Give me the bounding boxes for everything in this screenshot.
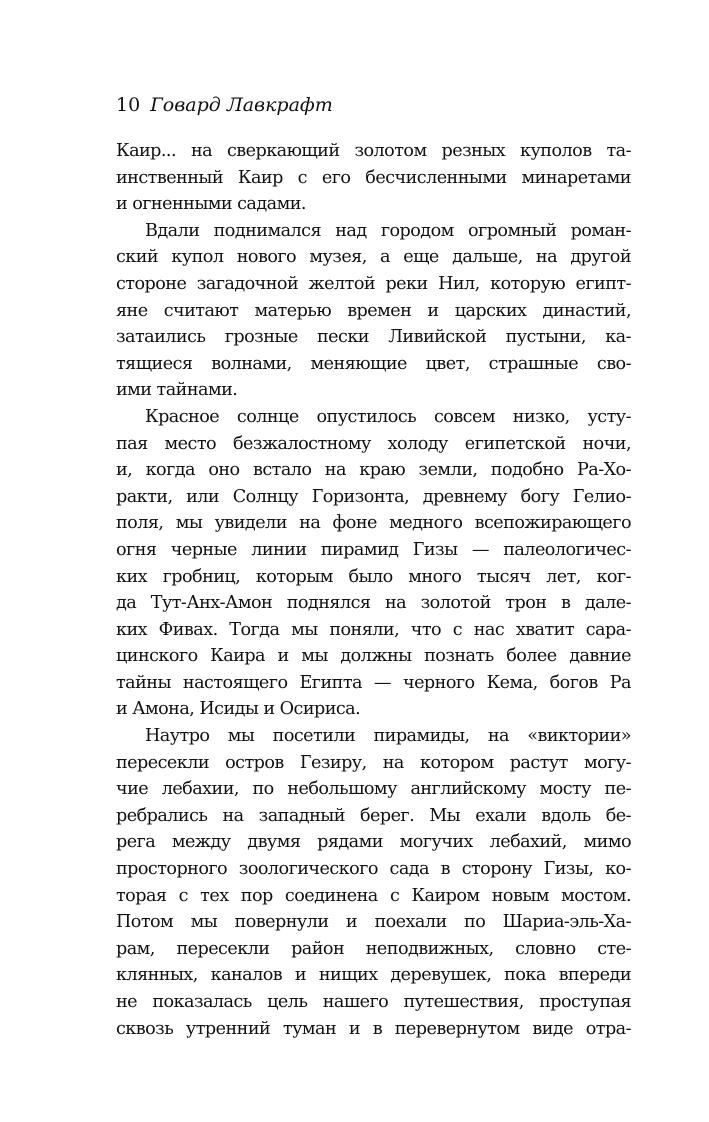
paragraph <box>116 404 631 723</box>
text-line: и Амона, Исиды и Осириса. <box>116 699 361 720</box>
text-line: пая место безжалостному холоду египетской ночи, <box>116 433 631 454</box>
text-line: рам, пересекли район неподвижных, словно сте- <box>116 938 631 959</box>
body-text <box>116 138 631 1042</box>
paragraph <box>116 723 631 1042</box>
paragraph <box>116 138 631 218</box>
text-line: инственный Каир с его бесчисленными минаретами <box>116 167 631 188</box>
running-head <box>116 91 333 119</box>
text-line: огня черные линии пирамид Гизы — палеологичес- <box>116 539 631 560</box>
author-name: Говард Лавкрафт <box>150 94 333 116</box>
text-line: Наутро мы посетили пирамиды, на «виктории» <box>145 726 631 747</box>
text-line: сквозь утренний туман и в перевернутом виде отра- <box>116 1018 631 1039</box>
paragraph <box>116 218 631 404</box>
page-number: 10 <box>116 94 141 116</box>
text-line: пересекли остров Гезиру, на котором растут могу- <box>116 752 631 773</box>
text-line: Потом мы повернули и поехали по Шариа-эль-Ха- <box>116 912 631 933</box>
text-line: рега между двумя рядами могучих лебахий, мимо <box>116 832 631 853</box>
text-line: и, когда оно встало на краю земли, подобно Ра-Хо- <box>116 460 631 481</box>
text-line: яне считают матерью времен и царских династий, <box>116 300 631 321</box>
text-line: да Тут-Анх-Амон поднялся на золотой трон в дале- <box>116 593 631 614</box>
text-line: затаились грозные пески Ливийской пустыни, ка- <box>116 327 631 348</box>
text-line: ими тайнами. <box>116 380 238 401</box>
text-line: ких гробниц, которым было много тысяч лет, ког- <box>116 566 631 587</box>
text-line: тящиеся волнами, меняющие цвет, страшные сво- <box>116 353 631 374</box>
text-line: ребрались на западный берег. Мы ехали вдоль бе- <box>116 805 631 826</box>
text-line: Красное солнце опустилось совсем низко, усту- <box>145 406 631 427</box>
text-line: Вдали поднимался над городом огромный роман- <box>145 220 631 241</box>
text-line: тайны настоящего Египта — черного Кема, богов Ра <box>116 672 631 693</box>
text-line: и огненными садами. <box>116 194 306 215</box>
text-line: ский купол нового музея, а еще дальше, на другой <box>116 247 631 268</box>
text-line: стороне загадочной желтой реки Нил, которую египт- <box>116 273 631 294</box>
text-line: цинского Каира и мы должны познать более давние <box>116 646 631 667</box>
text-line: торая с тех пор соединена с Каиром новым мостом. <box>116 885 631 906</box>
text-line: чие лебахии, по небольшому английскому мосту пе- <box>116 779 631 800</box>
text-line: клянных, каналов и нищих деревушек, пока впереди <box>116 965 631 986</box>
text-line: не показалась цель нашего путешествия, проступая <box>116 992 631 1012</box>
text-line: ракти, или Солнцу Горизонта, древнему богу Гелио- <box>116 486 631 507</box>
text-line: ких Фивах. Тогда мы поняли, что с нас хватит сара- <box>116 619 631 640</box>
text-line: поля, мы увидели на фоне медного всепожирающего <box>116 513 631 534</box>
text-line: просторного зоологического сада в сторону Гизы, ко- <box>116 859 631 880</box>
text-line: Каир... на сверкающий золотом резных куполов та- <box>116 141 631 161</box>
